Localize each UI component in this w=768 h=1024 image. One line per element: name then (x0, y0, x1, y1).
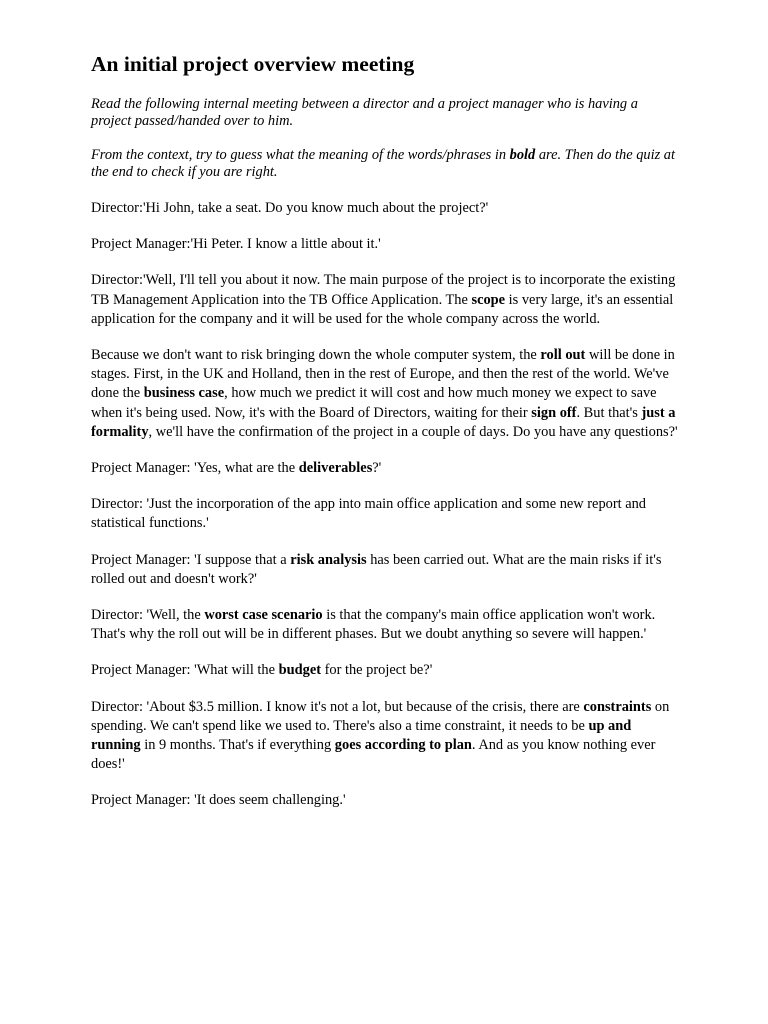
dialogue-paragraph (91, 459, 681, 478)
dialogue-text: is very large, it's an essential application for the company and it will be used for the whole company across the world. (91, 291, 674, 327)
dialogue (91, 199, 681, 811)
dialogue-paragraph (91, 791, 681, 810)
intro-bold-word: bold (509, 147, 536, 163)
dialogue-text: , we'll have the confirmation of the project in a couple of days. Do you have any questions?' (148, 423, 678, 440)
dialogue-text: , how much we predict it will cost and how much money we expect to save when it's being used. Now, it's with the Board of Directors, waiting for their (91, 385, 657, 421)
dialogue-paragraph (91, 235, 681, 254)
key-term: business case (143, 385, 225, 402)
key-term: scope (471, 291, 506, 308)
dialogue-text: Project Manager:'Hi Peter. I know a little about it.' (91, 236, 381, 253)
dialogue-text: has been carried out. What are the main risks if it's rolled out and doesn't work?' (91, 551, 662, 587)
dialogue-text: Project Manager: 'I suppose that a (91, 551, 291, 568)
dialogue-paragraph (91, 495, 681, 533)
dialogue-paragraph (91, 199, 681, 218)
dialogue-paragraph (91, 551, 681, 589)
dialogue-paragraph (91, 698, 681, 775)
dialogue-text: Project Manager: 'It does seem challenging.' (91, 792, 346, 809)
key-term: up and running (91, 717, 632, 754)
key-term: worst case scenario (204, 607, 323, 624)
dialogue-text: Project Manager: 'What will the (91, 662, 279, 679)
dialogue-text: Because we don't want to risk bringing down the whole computer system, the (91, 347, 541, 364)
document-title: An initial project overview meeting (91, 52, 415, 76)
dialogue-text: Director: 'About $3.5 million. I know it's not a lot, but because of the crisis, there are (91, 698, 584, 715)
intro-quiz-instructions (91, 147, 681, 180)
dialogue-text: ?' (372, 460, 382, 477)
dialogue-text: on spending. We can't spend like we used to. There's also a time constraint, it needs to be (91, 698, 670, 734)
key-term: constraints (583, 698, 652, 715)
key-term: risk analysis (290, 551, 367, 568)
dialogue-text: for the project be?' (321, 662, 433, 679)
key-term: roll out (540, 347, 586, 364)
dialogue-paragraph (91, 661, 681, 680)
dialogue-text: in 9 months. That's if everything (140, 737, 335, 754)
dialogue-text: . But that's (576, 404, 642, 421)
dialogue-text: will be done in stages. First, in the UK and Holland, then in the rest of Europe, and then the rest of the world. We've done the (91, 347, 675, 402)
dialogue-text: Director: 'Well, the (91, 607, 205, 624)
dialogue-paragraph (91, 346, 681, 442)
key-term: goes according to plan (334, 737, 472, 754)
dialogue-text: Director:'Hi John, take a seat. Do you know much about the project?' (91, 200, 489, 216)
key-term: sign off (531, 404, 577, 421)
dialogue-text: Director: 'Just the incorporation of the app into main office application and some new report and statistical functions.' (91, 496, 647, 532)
document-page (91, 50, 681, 828)
key-term: just a formality (91, 404, 676, 440)
dialogue-text: Director:'Well, I'll tell you about it now. The main purpose of the project is to incorporate the existing TB Management Application into the TB Office Application. The (91, 272, 676, 308)
intro-text: are. Then do the quiz at the end to check if you are right. (91, 147, 675, 180)
dialogue-paragraph (91, 606, 681, 644)
key-term: deliverables (298, 460, 373, 477)
dialogue-paragraph (91, 271, 681, 329)
dialogue-text: is that the company's main office application won't work. That's why the roll out will be in different phases. But we doubt anything so severe will happen.' (91, 607, 656, 643)
dialogue-text: . And as you know nothing ever does!' (91, 737, 656, 773)
dialogue-text: Project Manager: 'Yes, what are the (91, 460, 299, 477)
intro-instructions: Read the following internal meeting between a director and a project manager who is having a project passed/handed over to him. (91, 96, 638, 129)
key-term: budget (278, 662, 322, 679)
intro-text: From the context, try to guess what the meaning of the words/phrases in (91, 147, 510, 163)
